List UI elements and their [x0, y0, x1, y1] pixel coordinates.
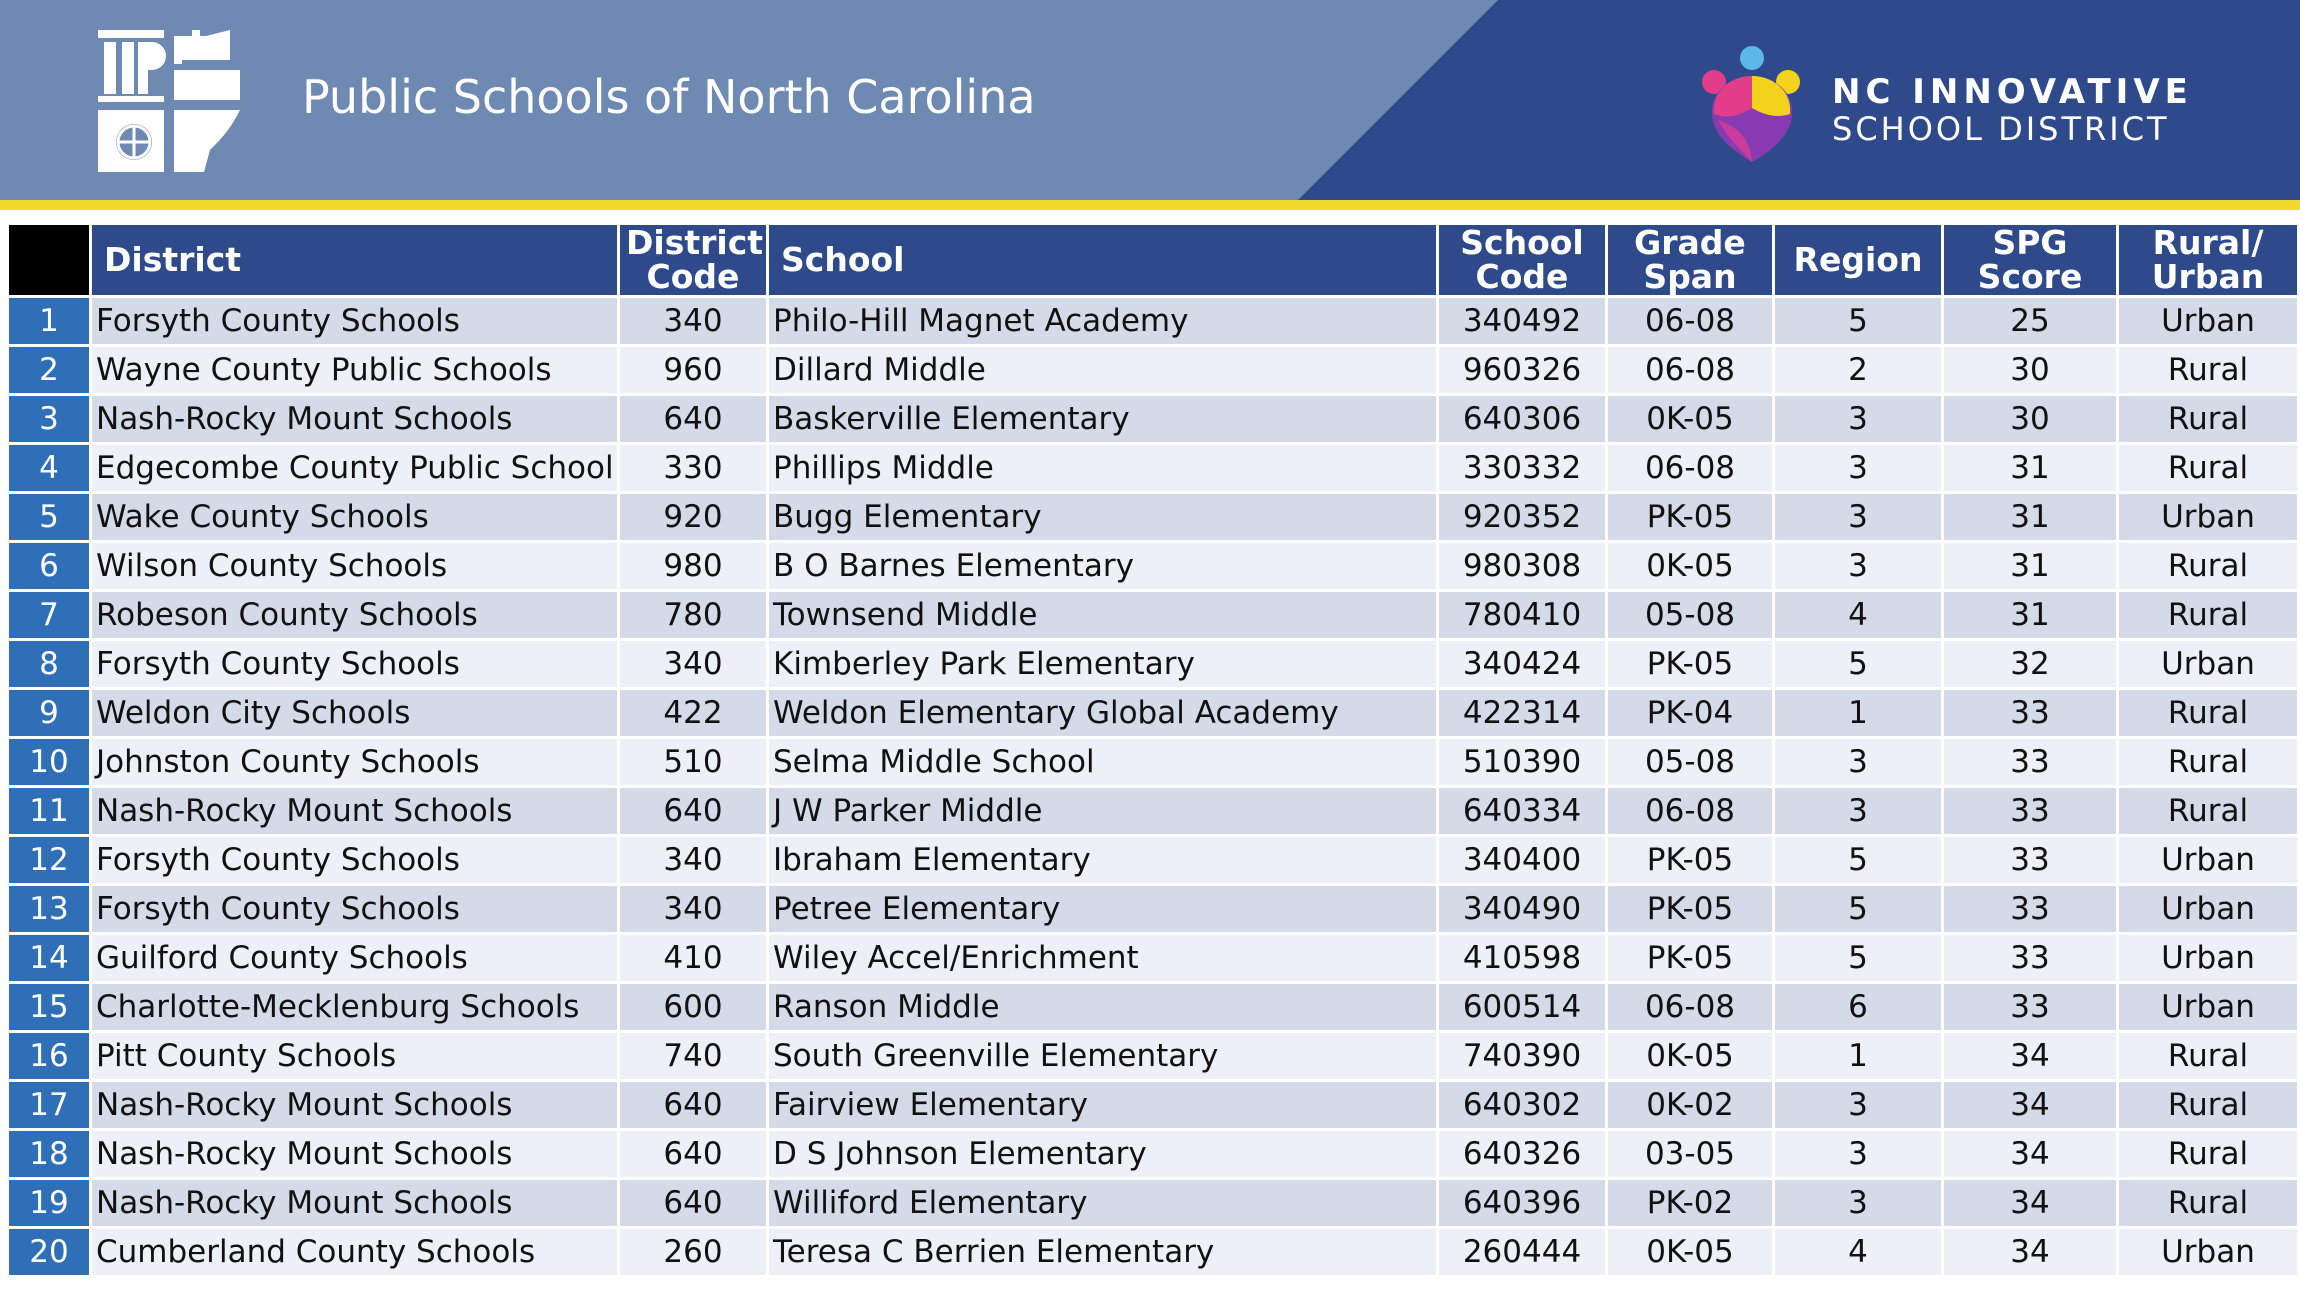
- table-row: [9, 1180, 2297, 1226]
- spg-score-cell: 30: [1944, 347, 2116, 393]
- grade-span-cell: PK-05: [1608, 641, 1772, 687]
- rural-urban-cell: Rural: [2119, 347, 2297, 393]
- row-number: 2: [9, 347, 89, 393]
- district-cell: Pitt County Schools: [92, 1033, 617, 1079]
- table-row: [9, 1229, 2297, 1275]
- district-code-cell: 640: [620, 1082, 766, 1128]
- grade-span-cell: 03-05: [1608, 1131, 1772, 1177]
- school-cell: Teresa C Berrien Elementary: [769, 1229, 1436, 1275]
- district-cell: Nash-Rocky Mount Schools: [92, 788, 617, 834]
- column-header-rural-urban: Rural/ Urban: [2119, 225, 2297, 295]
- district-cell: Nash-Rocky Mount Schools: [92, 1131, 617, 1177]
- school-code-cell: 260444: [1439, 1229, 1605, 1275]
- school-code-cell: 422314: [1439, 690, 1605, 736]
- region-cell: 3: [1775, 739, 1941, 785]
- column-header-school-code: School Code: [1439, 225, 1605, 295]
- region-cell: 1: [1775, 1033, 1941, 1079]
- district-code-cell: 640: [620, 1180, 766, 1226]
- school-code-cell: 340490: [1439, 886, 1605, 932]
- school-cell: Philo-Hill Magnet Academy: [769, 298, 1436, 344]
- grade-span-cell: PK-02: [1608, 1180, 1772, 1226]
- district-code-cell: 330: [620, 445, 766, 491]
- school-code-cell: 340424: [1439, 641, 1605, 687]
- table-row: [9, 445, 2297, 491]
- district-code-cell: 640: [620, 788, 766, 834]
- column-header-grade-span: Grade Span: [1608, 225, 1772, 295]
- district-code-cell: 340: [620, 837, 766, 883]
- grade-span-cell: 05-08: [1608, 592, 1772, 638]
- district-cell: Forsyth County Schools: [92, 641, 617, 687]
- table-row: [9, 837, 2297, 883]
- spg-score-cell: 25: [1944, 298, 2116, 344]
- row-number: 8: [9, 641, 89, 687]
- region-cell: 3: [1775, 1131, 1941, 1177]
- school-cell: Kimberley Park Elementary: [769, 641, 1436, 687]
- school-code-cell: 640306: [1439, 396, 1605, 442]
- school-code-cell: 960326: [1439, 347, 1605, 393]
- column-header-spg-score: SPG Score: [1944, 225, 2116, 295]
- school-code-cell: 640334: [1439, 788, 1605, 834]
- region-cell: 3: [1775, 396, 1941, 442]
- district-cell: Forsyth County Schools: [92, 298, 617, 344]
- row-number: 14: [9, 935, 89, 981]
- school-cell: J W Parker Middle: [769, 788, 1436, 834]
- school-code-cell: 600514: [1439, 984, 1605, 1030]
- public-schools-logo-icon: [98, 30, 240, 172]
- rural-urban-cell: Rural: [2119, 1082, 2297, 1128]
- school-cell: Townsend Middle: [769, 592, 1436, 638]
- region-cell: 5: [1775, 886, 1941, 932]
- grade-span-cell: PK-05: [1608, 886, 1772, 932]
- rural-urban-cell: Urban: [2119, 1229, 2297, 1275]
- row-number: 12: [9, 837, 89, 883]
- rural-urban-cell: Rural: [2119, 1180, 2297, 1226]
- table-row: [9, 494, 2297, 540]
- school-cell: Wiley Accel/Enrichment: [769, 935, 1436, 981]
- accent-bar: [0, 200, 2300, 210]
- rural-urban-cell: Rural: [2119, 445, 2297, 491]
- innovative-district-logo-icon: [1696, 42, 1806, 162]
- spg-score-cell: 31: [1944, 494, 2116, 540]
- district-code-cell: 600: [620, 984, 766, 1030]
- school-code-cell: 510390: [1439, 739, 1605, 785]
- row-number: 15: [9, 984, 89, 1030]
- spg-score-cell: 33: [1944, 837, 2116, 883]
- district-code-cell: 960: [620, 347, 766, 393]
- rural-urban-cell: Rural: [2119, 592, 2297, 638]
- school-code-cell: 410598: [1439, 935, 1605, 981]
- district-code-cell: 422: [620, 690, 766, 736]
- column-header-district-code: District Code: [620, 225, 766, 295]
- school-code-cell: 980308: [1439, 543, 1605, 589]
- school-code-cell: 640326: [1439, 1131, 1605, 1177]
- table-row: [9, 788, 2297, 834]
- school-code-cell: 640396: [1439, 1180, 1605, 1226]
- district-cell: Edgecombe County Public School: [92, 445, 617, 491]
- school-code-cell: 740390: [1439, 1033, 1605, 1079]
- region-cell: 4: [1775, 592, 1941, 638]
- district-code-cell: 410: [620, 935, 766, 981]
- rural-urban-cell: Urban: [2119, 886, 2297, 932]
- table-row: [9, 396, 2297, 442]
- page-title: Public Schools of North Carolina: [302, 70, 1036, 124]
- district-cell: Wayne County Public Schools: [92, 347, 617, 393]
- row-number: 7: [9, 592, 89, 638]
- header-banner: [0, 0, 2300, 200]
- district-cell: Wake County Schools: [92, 494, 617, 540]
- region-cell: 3: [1775, 445, 1941, 491]
- district-cell: Nash-Rocky Mount Schools: [92, 1082, 617, 1128]
- district-cell: Nash-Rocky Mount Schools: [92, 396, 617, 442]
- school-cell: Ranson Middle: [769, 984, 1436, 1030]
- grade-span-cell: 05-08: [1608, 739, 1772, 785]
- rural-urban-cell: Rural: [2119, 1131, 2297, 1177]
- spg-score-cell: 33: [1944, 886, 2116, 932]
- school-code-cell: 330332: [1439, 445, 1605, 491]
- school-code-cell: 340492: [1439, 298, 1605, 344]
- rural-urban-cell: Urban: [2119, 984, 2297, 1030]
- school-cell: Selma Middle School: [769, 739, 1436, 785]
- district-code-cell: 640: [620, 396, 766, 442]
- school-cell: Petree Elementary: [769, 886, 1436, 932]
- table-header-row: [9, 225, 2297, 295]
- region-cell: 5: [1775, 641, 1941, 687]
- grade-span-cell: 06-08: [1608, 788, 1772, 834]
- region-cell: 5: [1775, 298, 1941, 344]
- district-cell: Forsyth County Schools: [92, 886, 617, 932]
- district-cell: Weldon City Schools: [92, 690, 617, 736]
- school-cell: Fairview Elementary: [769, 1082, 1436, 1128]
- row-number: 3: [9, 396, 89, 442]
- district-code-cell: 780: [620, 592, 766, 638]
- district-name: NC INNOVATIVE: [1832, 72, 2193, 112]
- header-corner: [9, 225, 89, 295]
- district-code-cell: 510: [620, 739, 766, 785]
- school-code-cell: 340400: [1439, 837, 1605, 883]
- school-code-cell: 780410: [1439, 592, 1605, 638]
- table-row: [9, 886, 2297, 932]
- grade-span-cell: 0K-05: [1608, 396, 1772, 442]
- school-cell: South Greenville Elementary: [769, 1033, 1436, 1079]
- table-row: [9, 739, 2297, 785]
- spg-score-cell: 33: [1944, 739, 2116, 785]
- district-cell: Wilson County Schools: [92, 543, 617, 589]
- table-row: [9, 298, 2297, 344]
- spg-score-cell: 33: [1944, 935, 2116, 981]
- row-number: 13: [9, 886, 89, 932]
- row-number: 11: [9, 788, 89, 834]
- spg-score-cell: 31: [1944, 543, 2116, 589]
- district-code-cell: 260: [620, 1229, 766, 1275]
- spg-score-cell: 34: [1944, 1180, 2116, 1226]
- row-number: 18: [9, 1131, 89, 1177]
- district-code-cell: 740: [620, 1033, 766, 1079]
- district-code-cell: 980: [620, 543, 766, 589]
- grade-span-cell: 06-08: [1608, 984, 1772, 1030]
- rural-urban-cell: Rural: [2119, 396, 2297, 442]
- row-number: 10: [9, 739, 89, 785]
- region-cell: 3: [1775, 1180, 1941, 1226]
- table-row: [9, 543, 2297, 589]
- district-code-cell: 640: [620, 1131, 766, 1177]
- region-cell: 3: [1775, 788, 1941, 834]
- district-code-cell: 340: [620, 641, 766, 687]
- rural-urban-cell: Rural: [2119, 1033, 2297, 1079]
- row-number: 6: [9, 543, 89, 589]
- school-cell: Ibraham Elementary: [769, 837, 1436, 883]
- grade-span-cell: PK-04: [1608, 690, 1772, 736]
- grade-span-cell: 0K-05: [1608, 1229, 1772, 1275]
- school-code-cell: 920352: [1439, 494, 1605, 540]
- column-header-school: School: [769, 225, 1436, 295]
- grade-span-cell: 06-08: [1608, 298, 1772, 344]
- school-cell: B O Barnes Elementary: [769, 543, 1436, 589]
- rural-urban-cell: Urban: [2119, 641, 2297, 687]
- column-header-district: District: [92, 225, 617, 295]
- rural-urban-cell: Urban: [2119, 494, 2297, 540]
- region-cell: 5: [1775, 837, 1941, 883]
- table-row: [9, 641, 2297, 687]
- school-cell: Dillard Middle: [769, 347, 1436, 393]
- grade-span-cell: PK-05: [1608, 494, 1772, 540]
- row-number: 1: [9, 298, 89, 344]
- rural-urban-cell: Rural: [2119, 739, 2297, 785]
- row-number: 19: [9, 1180, 89, 1226]
- table-row: [9, 592, 2297, 638]
- region-cell: 3: [1775, 1082, 1941, 1128]
- spg-score-cell: 31: [1944, 592, 2116, 638]
- region-cell: 5: [1775, 935, 1941, 981]
- district-cell: Robeson County Schools: [92, 592, 617, 638]
- table-row: [9, 1082, 2297, 1128]
- row-number: 17: [9, 1082, 89, 1128]
- row-number: 20: [9, 1229, 89, 1275]
- grade-span-cell: PK-05: [1608, 935, 1772, 981]
- spg-score-cell: 33: [1944, 788, 2116, 834]
- rural-urban-cell: Rural: [2119, 690, 2297, 736]
- spg-score-cell: 32: [1944, 641, 2116, 687]
- table-row: [9, 1131, 2297, 1177]
- district-code-cell: 340: [620, 298, 766, 344]
- spg-score-cell: 34: [1944, 1229, 2116, 1275]
- district-subtitle: SCHOOL DISTRICT: [1832, 110, 2170, 148]
- grade-span-cell: PK-05: [1608, 837, 1772, 883]
- region-cell: 2: [1775, 347, 1941, 393]
- table-row: [9, 690, 2297, 736]
- district-cell: Forsyth County Schools: [92, 837, 617, 883]
- row-number: 16: [9, 1033, 89, 1079]
- spg-score-cell: 30: [1944, 396, 2116, 442]
- rural-urban-cell: Urban: [2119, 298, 2297, 344]
- district-cell: Johnston County Schools: [92, 739, 617, 785]
- school-cell: D S Johnson Elementary: [769, 1131, 1436, 1177]
- row-number: 5: [9, 494, 89, 540]
- region-cell: 1: [1775, 690, 1941, 736]
- school-code-cell: 640302: [1439, 1082, 1605, 1128]
- rural-urban-cell: Urban: [2119, 935, 2297, 981]
- row-number: 4: [9, 445, 89, 491]
- rural-urban-cell: Rural: [2119, 543, 2297, 589]
- district-cell: Guilford County Schools: [92, 935, 617, 981]
- school-cell: Bugg Elementary: [769, 494, 1436, 540]
- row-number: 9: [9, 690, 89, 736]
- grade-span-cell: 06-08: [1608, 445, 1772, 491]
- district-cell: Nash-Rocky Mount Schools: [92, 1180, 617, 1226]
- region-cell: 6: [1775, 984, 1941, 1030]
- schools-table: [6, 222, 2300, 1278]
- table-row: [9, 347, 2297, 393]
- spg-score-cell: 34: [1944, 1082, 2116, 1128]
- table-row: [9, 1033, 2297, 1079]
- grade-span-cell: 0K-05: [1608, 1033, 1772, 1079]
- school-cell: Williford Elementary: [769, 1180, 1436, 1226]
- region-cell: 4: [1775, 1229, 1941, 1275]
- column-header-region: Region: [1775, 225, 1941, 295]
- spg-score-cell: 34: [1944, 1033, 2116, 1079]
- rural-urban-cell: Urban: [2119, 837, 2297, 883]
- spg-score-cell: 34: [1944, 1131, 2116, 1177]
- school-cell: Weldon Elementary Global Academy: [769, 690, 1436, 736]
- spg-score-cell: 31: [1944, 445, 2116, 491]
- spg-score-cell: 33: [1944, 984, 2116, 1030]
- grade-span-cell: 0K-05: [1608, 543, 1772, 589]
- region-cell: 3: [1775, 494, 1941, 540]
- school-cell: Baskerville Elementary: [769, 396, 1436, 442]
- district-code-cell: 920: [620, 494, 766, 540]
- grade-span-cell: 06-08: [1608, 347, 1772, 393]
- region-cell: 3: [1775, 543, 1941, 589]
- table-row: [9, 935, 2297, 981]
- district-code-cell: 340: [620, 886, 766, 932]
- spg-score-cell: 33: [1944, 690, 2116, 736]
- rural-urban-cell: Rural: [2119, 788, 2297, 834]
- grade-span-cell: 0K-02: [1608, 1082, 1772, 1128]
- school-cell: Phillips Middle: [769, 445, 1436, 491]
- district-cell: Charlotte-Mecklenburg Schools: [92, 984, 617, 1030]
- table-row: [9, 984, 2297, 1030]
- district-cell: Cumberland County Schools: [92, 1229, 617, 1275]
